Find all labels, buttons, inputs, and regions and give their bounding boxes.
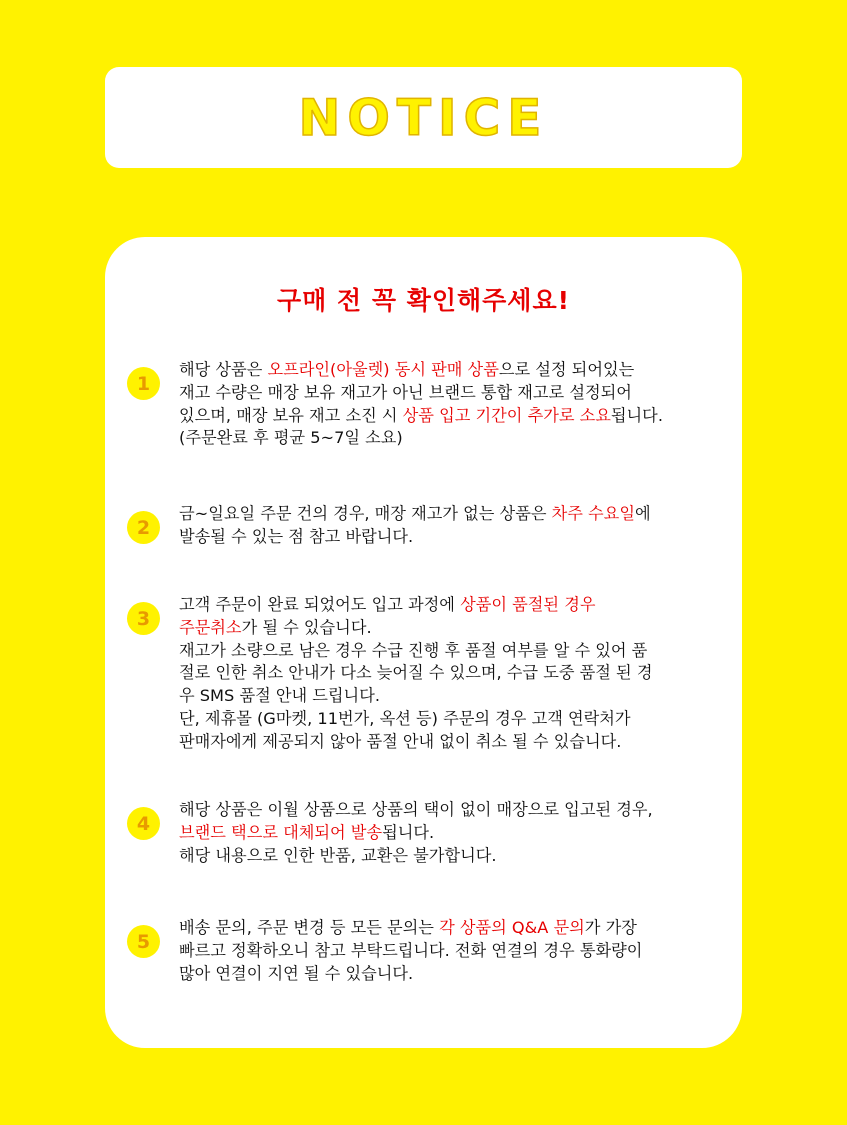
body-text: 있으며, 매장 보유 재고 소진 시: [179, 405, 403, 425]
item-number-badge: 3: [127, 602, 160, 635]
body-text: (주문완료 후 평균 5~7일 소요): [179, 428, 403, 448]
item-text: [179, 594, 734, 754]
item-text-line: [179, 940, 734, 963]
item-text-line: [179, 503, 734, 526]
item-text-line: [179, 845, 734, 868]
body-text: 발송될 수 있는 점 참고 바랍니다.: [179, 526, 414, 546]
notice-title-card: [105, 67, 742, 168]
body-text: 재고 수량은 매장 보유 재고가 아닌 브랜드 통합 재고로 설정되어: [179, 382, 632, 402]
body-text: 배송 문의, 주문 변경 등 모든 문의는: [179, 918, 440, 937]
notice-title: NOTICE: [298, 88, 549, 147]
body-text: 재고가 소량으로 남은 경우 수급 진행 후 품절 여부를 알 수 있어 품: [179, 640, 648, 660]
item-text-line: [179, 526, 734, 549]
item-text: [179, 799, 734, 867]
highlight-text: 상품이 품절된 경우: [460, 595, 596, 614]
notice-content-card: [105, 237, 742, 1048]
item-text: [179, 917, 734, 985]
notice-heading: 구매 전 꼭 확인해주세요!: [276, 286, 570, 315]
item-text-line: [179, 640, 734, 663]
body-text: 해당 내용으로 인한 반품, 교환은 불가합니다.: [179, 845, 497, 865]
body-text: 빠르고 정확하오니 참고 부탁드립니다. 전화 연결의 경우 통화량이: [179, 940, 643, 960]
highlight-text: 각 상품의 Q&A 문의: [439, 918, 585, 937]
body-text: 단, 제휴몰 (G마켓, 11번가, 옥션 등) 주문의 경우 고객 연락처가: [179, 708, 631, 728]
highlight-text: 브랜드 택으로 대체되어 발송: [179, 822, 383, 842]
item-text-line: [179, 405, 734, 428]
highlight-text: 주문취소: [179, 617, 242, 637]
highlight-text: 오프라인(아울렛) 동시 판매 상품: [267, 360, 499, 379]
item-text-line: [179, 731, 734, 754]
item-text-line: [179, 617, 734, 640]
item-text-line: [179, 427, 734, 450]
item-text-line: [179, 685, 734, 708]
item-number-badge: 4: [127, 807, 160, 840]
item-number-badge: 2: [127, 511, 160, 544]
item-number-badge: 1: [127, 367, 160, 400]
body-text: 가 될 수 있습니다.: [241, 617, 372, 637]
body-text: 많아 연결이 지연 될 수 있습니다.: [179, 963, 414, 983]
body-text: 절로 인한 취소 안내가 다소 늦어질 수 있으며, 수급 도중 품절 된 경: [179, 663, 653, 683]
body-text: 가 가장: [584, 918, 637, 937]
item-text: [179, 359, 734, 450]
item-text: [179, 503, 734, 549]
body-text: 에: [634, 504, 651, 523]
item-text-line: [179, 662, 734, 685]
item-text-line: [179, 963, 734, 986]
body-text: 고객 주문이 완료 되었어도 입고 과정에: [179, 595, 461, 614]
body-text: 으로 설정 되어있는: [498, 360, 635, 379]
item-text-line: [179, 382, 734, 405]
body-text: 해당 상품은: [179, 360, 268, 379]
body-text: 금~일요일 주문 건의 경우, 매장 재고가 없는 상품은: [179, 504, 552, 523]
item-text-line: [179, 359, 734, 382]
body-text: 됩니다.: [382, 822, 435, 842]
body-text: 해당 상품은 이월 상품으로 상품의 택이 없이 매장으로 입고된 경우,: [179, 800, 653, 819]
item-text-line: [179, 708, 734, 731]
body-text: 됩니다.: [610, 405, 663, 425]
highlight-text: 차주 수요일: [551, 504, 635, 523]
item-text-line: [179, 594, 734, 617]
item-text-line: [179, 917, 734, 940]
body-text: 우 SMS 품절 안내 드립니다.: [179, 686, 380, 706]
item-text-line: [179, 822, 734, 845]
item-number-badge: 5: [127, 925, 160, 958]
body-text: 판매자에게 제공되지 않아 품절 안내 없이 취소 될 수 있습니다.: [179, 731, 622, 751]
highlight-text: 상품 입고 기간이 추가로 소요: [402, 405, 611, 425]
item-text-line: [179, 799, 734, 822]
